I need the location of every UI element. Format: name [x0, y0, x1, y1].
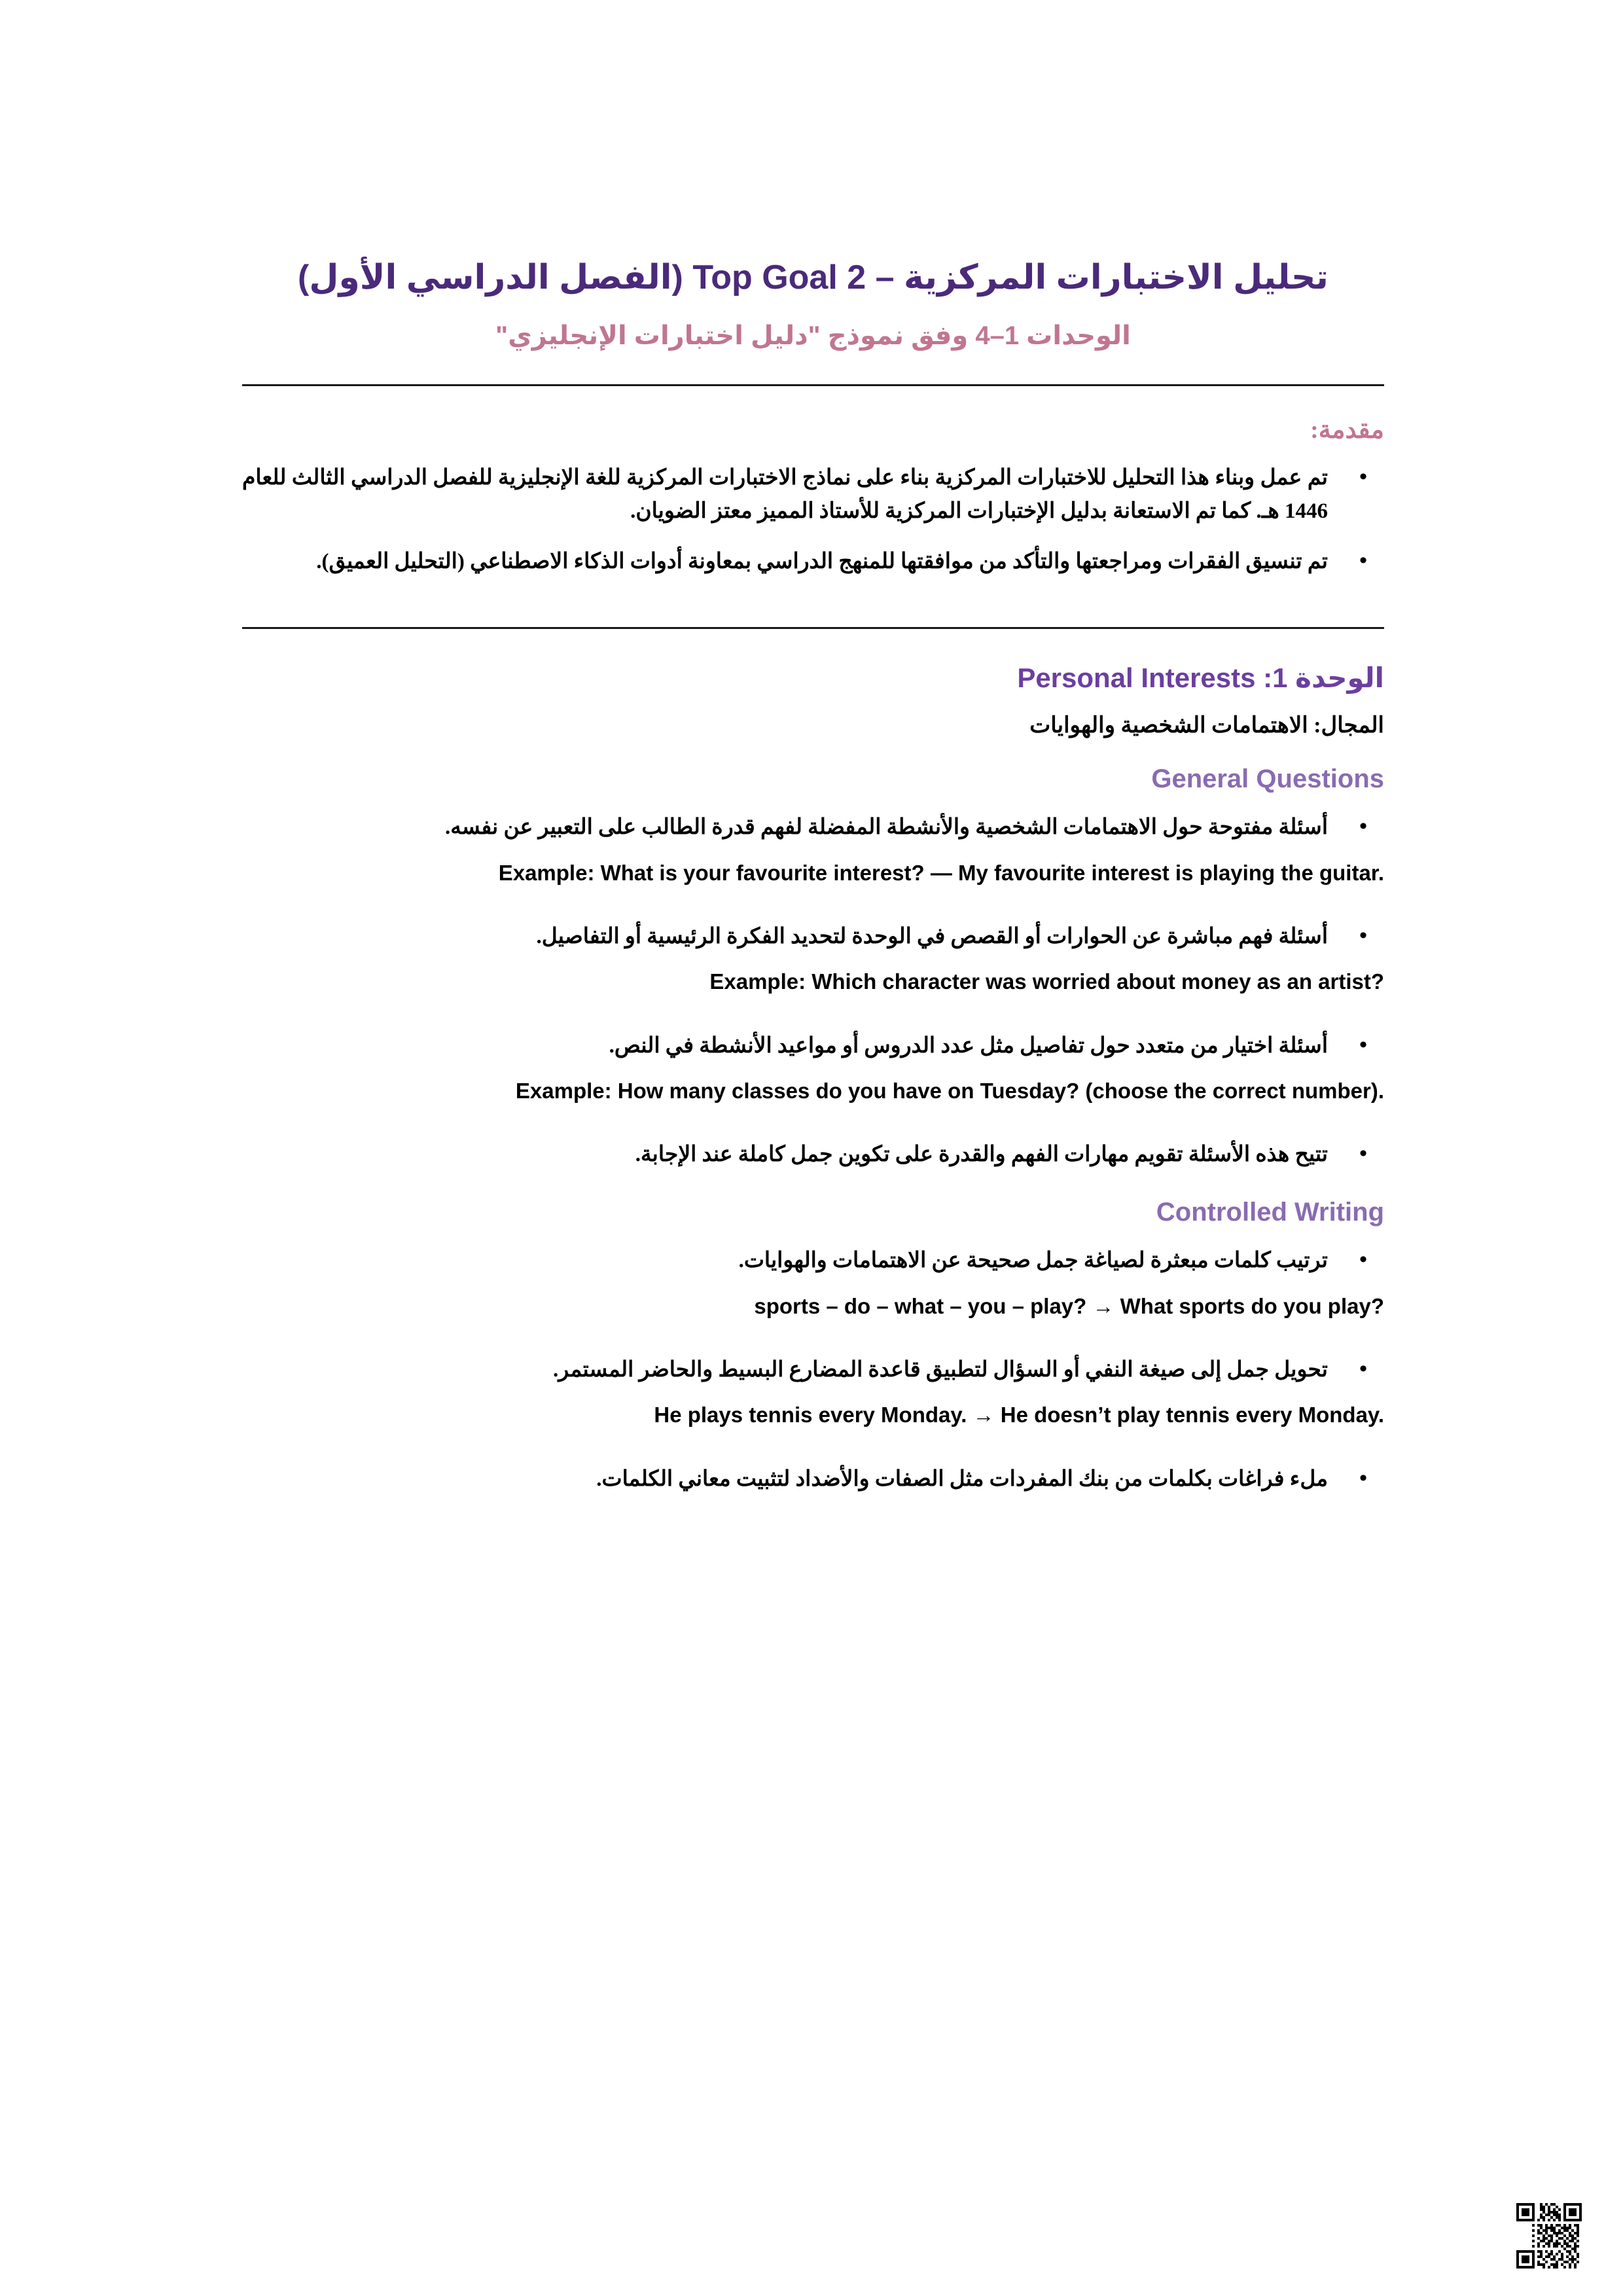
general-questions-list — [242, 1013, 1384, 1063]
unit-field-line: المجال: الاهتمامات الشخصية والهوايات — [1029, 713, 1384, 738]
page-subtitle: الوحدات 1–4 وفق نموذج "دليل اختبارات الإنجليزي" — [495, 321, 1131, 350]
list-item: • أسئلة مفتوحة حول الاهتمامات الشخصية والأنشطة المفضلة لفهم قدرة الطالب على التعبير عن نفسه. — [242, 811, 1384, 844]
example-text: Example: Which character was worried about money as an artist? — [709, 969, 1384, 994]
list-item: • أسئلة اختيار من متعدد حول تفاصيل مثل عدد الدروس أو مواعيد الأنشطة في النص. — [242, 1030, 1384, 1063]
list-item: • ترتيب كلمات مبعثرة لصياغة جمل صحيحة عن الاهتمامات والهوايات. — [242, 1244, 1384, 1278]
controlled-writing-list — [242, 1336, 1384, 1387]
list-item: • تحويل جمل إلى صيغة النفي أو السؤال لتطبيق قاعدة المضارع البسيط والحاضر المستمر. — [242, 1354, 1384, 1387]
section-heading-general-questions: General Questions — [1151, 764, 1384, 794]
example-text: Example: How many classes do you have on Tuesday? (choose the correct number). — [515, 1078, 1384, 1103]
unit-heading: الوحدة 1: Personal Interests — [1017, 662, 1384, 694]
intro-bullet-list — [242, 444, 1384, 579]
example-text: Example: What is your favourite interest? — My favourite interest is playing the guitar. — [498, 860, 1384, 885]
general-questions-list — [242, 794, 1384, 844]
controlled-writing-list — [242, 1446, 1384, 1496]
page-title: تحليل الاختبارات المركزية – Top Goal 2 (الفصل الدراسي الأول) — [298, 259, 1329, 296]
qr-code-icon — [1516, 2203, 1582, 2269]
example-text: He plays tennis every Monday. → He doesn’t play tennis every Monday. — [654, 1403, 1384, 1427]
general-questions-list — [242, 1121, 1384, 1172]
divider-middle-wrap — [242, 579, 1384, 629]
list-item: • تتيح هذه الأسئلة تقويم مهارات الفهم والقدرة على تكوين جمل كاملة عند الإجابة. — [242, 1138, 1384, 1172]
controlled-writing-list — [242, 1227, 1384, 1278]
list-item: • تم تنسيق الفقرات ومراجعتها والتأكد من موافقتها للمنهج الدراسي بمعاونة أدوات الذكاء الاصطناعي (التحليل العميق). — [242, 545, 1384, 579]
example-text: sports – do – what – you – play? → What sports do you play? — [754, 1293, 1384, 1318]
document-content — [242, 0, 1384, 1496]
list-item: • أسئلة فهم مباشرة عن الحوارات أو القصص في الوحدة لتحديد الفكرة الرئيسية أو التفاصيل. — [242, 920, 1384, 954]
divider-top-wrap — [242, 353, 1384, 386]
intro-heading: مقدمة: — [1310, 416, 1384, 444]
general-questions-list — [242, 903, 1384, 954]
list-item: • ملء فراغات بكلمات من بنك المفردات مثل الصفات والأضداد لتثبيت معاني الكلمات. — [242, 1463, 1384, 1496]
list-item: • تم عمل وبناء هذا التحليل للاختبارات المركزية بناء على نماذج الاختبارات المركزية للغة الإنجليزية للفصل الدراسي الثالث للعام 1446 هـ. كما تم الاستعانة بدليل الإختبارات المركزية للأستاذ المميز معتز الضويان. — [242, 461, 1384, 528]
section-heading-controlled-writing: Controlled Writing — [1156, 1198, 1384, 1227]
